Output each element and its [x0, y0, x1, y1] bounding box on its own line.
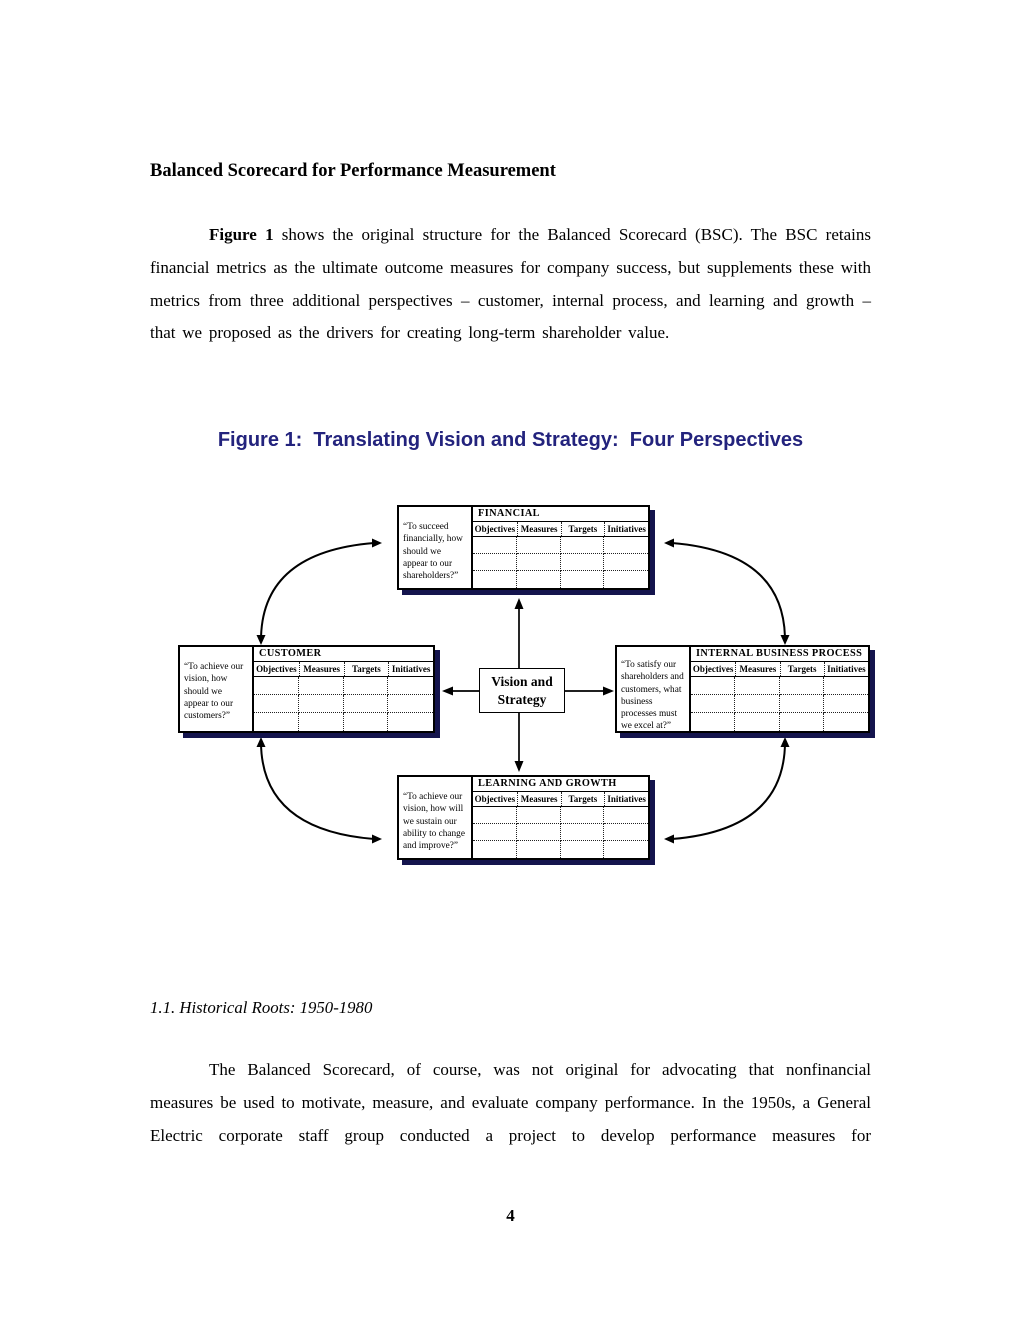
document-heading: Balanced Scorecard for Performance Measurement — [150, 161, 556, 181]
financial-header-row — [473, 522, 648, 537]
empty-table-cell — [254, 713, 299, 731]
empty-table-cell — [561, 807, 605, 824]
empty-table-cell — [824, 677, 868, 695]
customer-table — [252, 647, 433, 731]
empty-table-cell — [344, 713, 389, 731]
empty-table-cell — [473, 807, 517, 824]
empty-table-cell — [299, 677, 344, 695]
empty-table-cell — [604, 841, 648, 858]
empty-table-cell — [735, 713, 779, 731]
empty-table-cell — [254, 695, 299, 713]
header-objectives: Objectives — [474, 794, 516, 804]
empty-table-cell — [517, 807, 561, 824]
intro-paragraph — [150, 219, 871, 350]
empty-table-cell — [561, 554, 605, 571]
empty-table-cell — [604, 537, 648, 554]
internal-process-title: INTERNAL BUSINESS PROCESS — [691, 647, 868, 662]
internal-process-header-row — [691, 662, 868, 677]
empty-table-cell — [299, 695, 344, 713]
arrow-center-to-learning — [515, 713, 524, 772]
empty-table-cell — [473, 554, 517, 571]
learning-growth-empty-grid — [473, 807, 648, 858]
learning-growth-title: LEARNING AND GROWTH — [473, 777, 648, 792]
arc-financial-internal — [664, 539, 790, 646]
arrow-center-to-customer — [442, 687, 479, 696]
empty-table-cell — [517, 554, 561, 571]
header-targets: Targets — [344, 662, 389, 676]
empty-table-cell — [517, 571, 561, 588]
header-objectives: Objectives — [692, 664, 734, 674]
header-measures: Measures — [735, 662, 779, 676]
learning-growth-perspective-box — [397, 775, 650, 860]
empty-table-cell — [473, 571, 517, 588]
customer-empty-grid — [254, 677, 433, 731]
empty-table-cell — [824, 713, 868, 731]
header-measures: Measures — [299, 662, 344, 676]
figure-caption: Figure 1: Translating Vision and Strategy: Four Perspectives — [217, 429, 804, 451]
empty-table-cell — [780, 713, 824, 731]
financial-perspective-box — [397, 505, 650, 590]
empty-table-cell — [388, 695, 433, 713]
figure-reference: Figure 1 — [209, 225, 274, 244]
vision-strategy-line2: Strategy — [497, 691, 547, 707]
empty-table-cell — [561, 824, 605, 841]
internal-process-perspective-box — [615, 645, 870, 733]
arrow-center-to-internal — [565, 687, 614, 696]
arc-customer-learning — [257, 737, 383, 844]
internal-process-empty-grid — [691, 677, 868, 731]
empty-table-cell — [604, 571, 648, 588]
financial-quote: “To succeed financially, how should we appear to our shareholders?” — [403, 522, 463, 582]
empty-table-cell — [735, 677, 779, 695]
empty-table-cell — [604, 824, 648, 841]
vision-strategy-box — [479, 668, 565, 713]
header-targets: Targets — [561, 792, 605, 806]
header-initiatives: Initiatives — [604, 522, 648, 536]
empty-table-cell — [254, 677, 299, 695]
customer-header-row — [254, 662, 433, 677]
customer-perspective-box — [178, 645, 435, 733]
financial-empty-grid — [473, 537, 648, 588]
empty-table-cell — [299, 713, 344, 731]
empty-table-cell — [780, 677, 824, 695]
financial-title: FINANCIAL — [473, 507, 648, 522]
empty-table-cell — [473, 537, 517, 554]
empty-table-cell — [388, 677, 433, 695]
empty-table-cell — [691, 695, 735, 713]
arc-learning-internal — [664, 737, 790, 844]
header-initiatives: Initiatives — [824, 662, 868, 676]
empty-table-cell — [517, 841, 561, 858]
page-number: 4 — [506, 1206, 515, 1225]
vision-strategy-line1: Vision and — [491, 673, 553, 689]
empty-table-cell — [473, 841, 517, 858]
internal-process-table — [689, 647, 868, 731]
header-initiatives: Initiatives — [604, 792, 648, 806]
empty-table-cell — [691, 713, 735, 731]
empty-table-cell — [344, 677, 389, 695]
empty-table-cell — [824, 695, 868, 713]
customer-title: CUSTOMER — [254, 647, 433, 662]
empty-table-cell — [604, 807, 648, 824]
empty-table-cell — [344, 695, 389, 713]
balanced-scorecard-diagram — [170, 495, 880, 880]
empty-table-cell — [735, 695, 779, 713]
customer-quote: “To achieve our vision, how should we appear to our customers?” — [184, 662, 244, 722]
empty-table-cell — [517, 537, 561, 554]
empty-table-cell — [780, 695, 824, 713]
arc-customer-financial — [257, 539, 383, 646]
internal-process-quote: “To satisfy our shareholders and customers, what business processes must we excel at?” — [621, 660, 684, 732]
financial-table — [471, 507, 648, 588]
empty-table-cell — [604, 554, 648, 571]
intro-paragraph-text: shows the original structure for the Balanced Scorecard (BSC). The BSC retains financial metrics as the ultimate outcome measures for company success, but supplements these with metrics from three additional perspectives – customer, internal process, and learning and growth – that we proposed as the drivers for creating long-term shareholder value. — [150, 225, 871, 343]
learning-growth-table — [471, 777, 648, 858]
empty-table-cell — [691, 677, 735, 695]
header-measures: Measures — [517, 522, 561, 536]
header-objectives: Objectives — [474, 524, 516, 534]
section-heading: 1.1. Historical Roots: 1950-1980 — [150, 998, 373, 1017]
header-targets: Targets — [780, 662, 824, 676]
arrow-center-to-financial — [515, 598, 524, 668]
learning-growth-quote: “To achieve our vision, how will we sustain our ability to change and improve?” — [403, 792, 465, 852]
empty-table-cell — [517, 824, 561, 841]
header-measures: Measures — [517, 792, 561, 806]
empty-table-cell — [561, 841, 605, 858]
empty-table-cell — [388, 713, 433, 731]
header-targets: Targets — [561, 522, 605, 536]
learning-growth-header-row — [473, 792, 648, 807]
empty-table-cell — [561, 537, 605, 554]
historical-roots-paragraph: The Balanced Scorecard, of course, was not original for advocating that nonfinancial measures be used to motivate, measure, and evaluate company performance. In the 1950s, a General Electric corporate staff group conducted a project to develop performance measures for — [150, 1060, 871, 1145]
empty-table-cell — [561, 571, 605, 588]
header-initiatives: Initiatives — [388, 662, 433, 676]
empty-table-cell — [473, 824, 517, 841]
header-objectives: Objectives — [256, 664, 297, 674]
